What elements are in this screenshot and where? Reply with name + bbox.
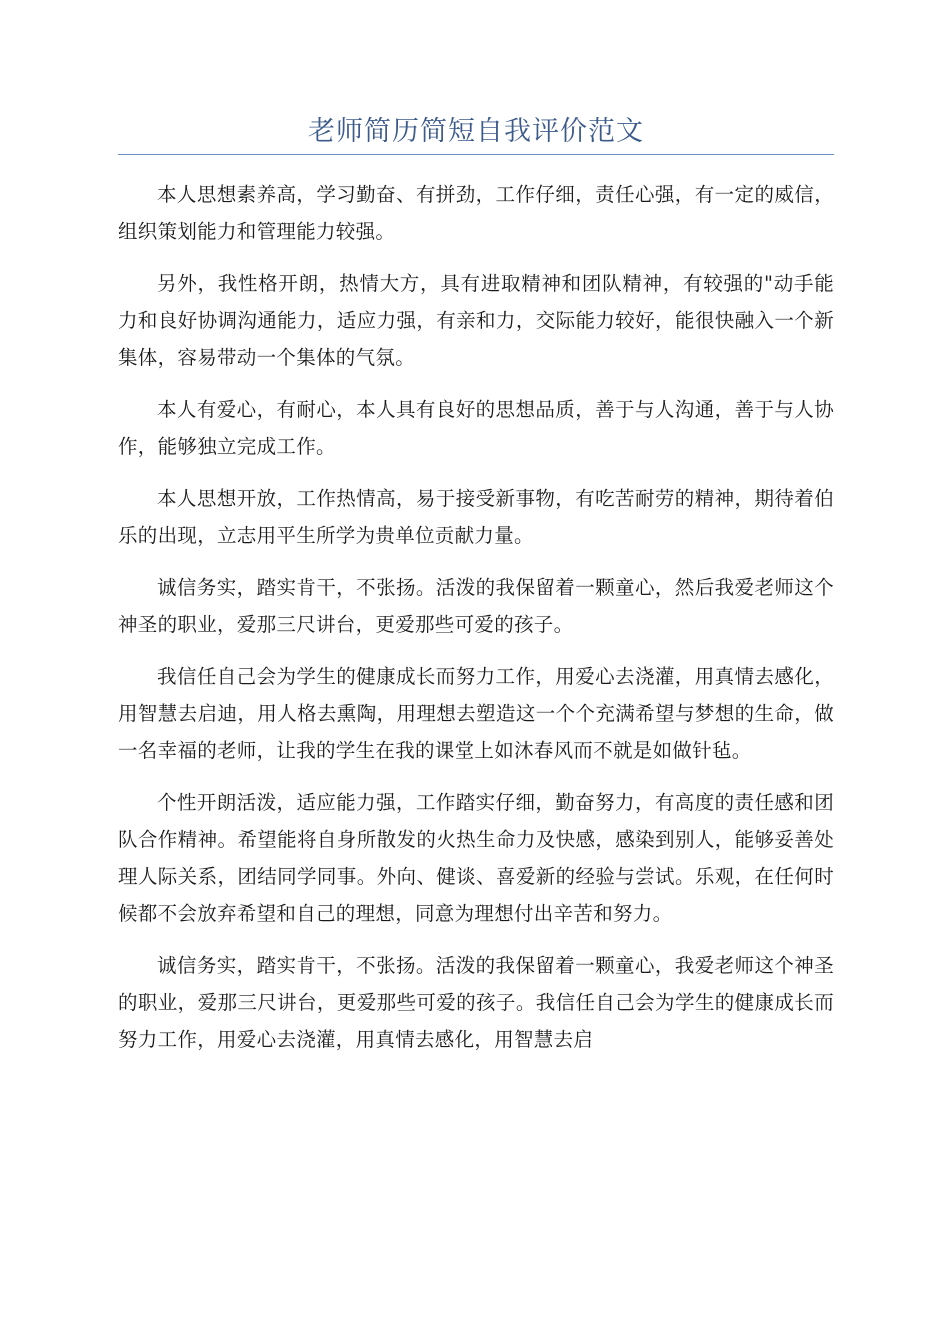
paragraph: 诚信务实，踏实肯干，不张扬。活泼的我保留着一颗童心，然后我爱老师这个神圣的职业，爱那三尺讲台，更爱那些可爱的孩子。 xyxy=(118,576,834,636)
page-title: 老师简历简短自我评价范文 xyxy=(308,116,644,147)
paragraph: 本人有爱心，有耐心，本人具有良好的思想品质，善于与人沟通，善于与人协作，能够独立完成工作。 xyxy=(118,398,834,458)
paragraph: 另外，我性格开朗，热情大方，具有进取精神和团队精神，有较强的"动手能力和良好协调沟通能力，适应力强，有亲和力，交际能力较好，能很快融入一个新集体，容易带动一个集体的气氛。 xyxy=(118,272,834,369)
document-body xyxy=(118,176,834,1073)
title-underline xyxy=(118,154,834,155)
paragraph: 诚信务实，踏实肯干，不张扬。活泼的我保留着一颗童心，我爱老师这个神圣的职业，爱那三尺讲台，更爱那些可爱的孩子。我信任自己会为学生的健康成长而努力工作，用爱心去浇灌，用真情去感化，用智慧去启 xyxy=(118,954,834,1051)
paragraph: 本人思想素养高，学习勤奋、有拼劲，工作仔细，责任心强，有一定的威信，组织策划能力和管理能力较强。 xyxy=(118,183,834,243)
paragraph: 本人思想开放，工作热情高，易于接受新事物，有吃苦耐劳的精神，期待着伯乐的出现，立志用平生所学为贵单位贡献力量。 xyxy=(118,487,834,547)
paragraph: 我信任自己会为学生的健康成长而努力工作，用爱心去浇灌，用真情去感化，用智慧去启迪，用人格去熏陶，用理想去塑造这一个个充满希望与梦想的生命，做一名幸福的老师，让我的学生在我的课堂上如沐春风而不就是如做针毡。 xyxy=(118,665,834,762)
paragraph: 个性开朗活泼，适应能力强，工作踏实仔细，勤奋努力，有高度的责任感和团队合作精神。希望能将自身所散发的火热生命力及快感，感染到别人，能够妥善处理人际关系，团结同学同事。外向、健谈、喜爱新的经验与尝试。乐观，在任何时候都不会放弃希望和自己的理想，同意为理想付出辛苦和努力。 xyxy=(118,791,834,925)
